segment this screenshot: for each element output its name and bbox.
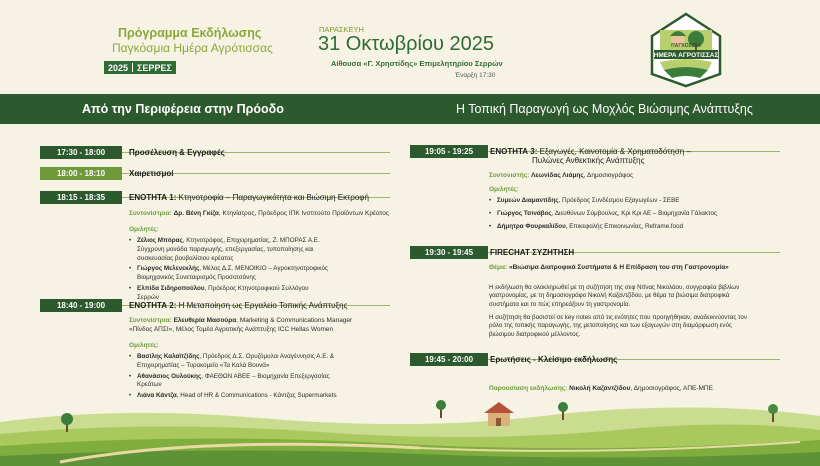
coordinator-name: Ελευθερία Μασούρα — [173, 317, 237, 324]
speaker-desc: , Επικεφαλής Επικοινωνίας, Reframe.food — [565, 222, 684, 230]
header — [0, 0, 820, 94]
speakers-label: Ομιλητές: — [129, 226, 159, 233]
speaker-desc: , Πρόεδρος Συνδέσμου Εξαγωγέων - ΣΕΒΕ — [558, 197, 680, 204]
speaker-item — [129, 237, 329, 263]
firechat-paragraph-2: Η συζήτηση θα βασιστεί σε key notes από τις ενότητες που προηγήθηκαν, αναδεικνύοντας τον ρόλο της τοπικής παραγωγής, της μεταποίησης και των εξαγωγών στη διαμόρφωση ενός βιώσιμου διατροφικού μέλλοντος. — [489, 314, 747, 338]
theme-label: Θέμα: — [489, 264, 508, 271]
coordinator-name: Λεωνίδας Λιάμης — [531, 172, 584, 179]
event-subtitle: Παγκόσμια Ημέρα Αγρότισσας — [112, 41, 273, 55]
speaker-name: Λιάνα Κάντζα — [137, 392, 177, 400]
time-slot: 17:30 - 18:00 — [40, 146, 122, 159]
time-slot: 19:30 - 19:45 — [410, 246, 488, 259]
session-title: Χαιρετισμοί — [129, 169, 174, 178]
speaker-name: Γιώργος Μελενεκλής — [137, 265, 200, 273]
speaker-name: Ζέλιος Μπόρας — [137, 237, 183, 244]
speaker-name: Ελπίδα Σιδηροπούλου — [137, 285, 205, 293]
band-right-title: Η Τοπική Παραγωγή ως Μοχλός Βιώσιμης Ανάπτυξης — [456, 102, 753, 116]
presenter-desc: , Δημοσιογράφος, ΑΠΕ-ΜΠΕ — [630, 385, 713, 392]
location-badge — [104, 61, 176, 74]
session-title: Ερωτήσεις - Κλείσιμο εκδήλωσης — [490, 355, 618, 364]
coordinator — [129, 317, 399, 335]
speaker-name: Δήμητρα Φουρκαλίδου — [497, 222, 566, 230]
firechat-theme — [489, 264, 779, 273]
logo-text: ΗΜΕΡΑ ΑΓΡΟΤΙΣΣΑΣ — [653, 52, 719, 59]
speaker-desc: , Διευθύνων Σύμβουλος, Κρι Κρι ΑΕ – Βιομηχανία Γάλακτος — [551, 209, 717, 217]
speaker-desc: , Μέλος Δ.Σ. ΜΕΝΟΙΚΙΟ – Αγροκτηνοτροφικός Βιομηχανικός Συνεταιρισμός Προσοτσάνης — [137, 265, 328, 282]
speaker-item — [129, 373, 344, 391]
landscape-illustration — [0, 392, 820, 466]
time-slot: 18:15 - 18:35 — [40, 191, 122, 204]
speakers-list — [129, 237, 329, 305]
time-slot: 19:05 - 19:25 — [410, 145, 488, 158]
event-day: ΠΑΡΑΣΚΕΥΗ — [319, 25, 364, 34]
session-title — [129, 193, 369, 202]
time-slot: 19:45 - 20:00 — [410, 353, 488, 366]
section-title: Κτηνοτροφία – Παραγωγικότητα και Βιώσιμη Εκτροφή — [178, 193, 369, 202]
event-date: 31 Οκτωβρίου 2025 — [318, 33, 495, 55]
year-label: 2025 — [108, 62, 129, 73]
speaker-item — [129, 265, 329, 283]
tree-icon — [436, 400, 446, 418]
speakers-label: Ομιλητές: — [129, 342, 159, 349]
coordinator-name: Δρ. Βένη Γκίζα — [173, 210, 219, 217]
speaker-item — [489, 197, 774, 206]
session-title — [129, 301, 347, 310]
time-slot: 18:00 - 18:10 — [40, 167, 122, 180]
coordinator-desc: , Κτηνίατρος, Πρόεδρος ΙΠΚ Ινστιτούτο Προϊόντων Κρέατος — [218, 210, 389, 217]
session-title: FIRECHAT ΣΥΖΗΤΗΣΗ — [490, 248, 575, 257]
band-left-title: Από την Περιφέρεια στην Πρόοδο — [82, 102, 284, 116]
coordinator — [129, 210, 399, 219]
time-slot: 18:40 - 19:00 — [40, 299, 122, 312]
session-title — [490, 147, 691, 156]
event-venue: Αίθουσα «Γ. Χρηστίδης» Επιμελητηρίου Σερρών — [331, 59, 503, 68]
speakers-label: Ομιλητές: — [489, 186, 519, 193]
coordinator-desc: , Δημοσιογράφος — [583, 172, 634, 179]
theme-text: «Βιώσιμα Διατροφικά Συστήματα & Η Επίδραση του στη Γαστρονομία» — [508, 264, 729, 271]
session-title: Προσέλευση & Εγγραφές — [129, 148, 225, 157]
session-title-line2: Πυλώνες Ανθεκτικής Ανάπτυξης — [532, 156, 645, 165]
speaker-desc: , Head of HR & Communications - Κάντζας Supermarkets — [176, 392, 337, 400]
speaker-name: Γιώργος Τσινάβος — [497, 209, 552, 217]
coordinator-desc: , Marketing & Communications Manager — [236, 317, 353, 324]
speaker-name: Βασίλης Καλαϊτζίδης — [137, 353, 200, 360]
section-title: Εξαγωγές, Καινοτομία & Χρηματοδότηση – — [539, 147, 691, 156]
speaker-item — [129, 353, 344, 371]
section-label: ΕΝΟΤΗΤΑ 3: — [490, 147, 538, 156]
speaker-item — [489, 223, 774, 232]
coordinator-label: Συντονίστρια: — [129, 317, 172, 324]
city-label: ΣΕΡΡΕΣ — [137, 62, 172, 73]
coordinator — [489, 172, 769, 181]
speaker-desc: , Πρόεδρος Δ.Σ. Ορυζόμυλοι Αναγέννησις Α.Ε. & Επιχειρηματίας – Τυροκομείο «Τα Καλά Βουνά» — [137, 353, 335, 369]
event-title: Πρόγραμμα Εκδήλωσης — [118, 26, 262, 40]
coordinator-label: Συντονιστής: — [489, 172, 530, 179]
event-start: Έναρξη 17:30 — [455, 72, 496, 79]
speaker-name: Συμεών Διαμαντίδης — [497, 197, 559, 204]
speakers-list — [489, 197, 774, 233]
logo-top-text: ΠΑΓΚΟΣΜΙΑ — [671, 43, 701, 49]
farmhouse-icon — [484, 402, 514, 426]
firechat-paragraph-1: Η εκδήλωση θα ολοκληρωθεί με τη συζήτηση της σεφ Ντίνας Νικολάου, συγγραφέα βιβλίων γαστρονομίας, με τη δημοσιογράφο Νικολή Καζαντζίδου, με θέμα τα βιώσιμα διατροφικά συστήματα και το πώς επηρεάζουν τη γαστρονομία. — [489, 284, 740, 308]
section-title: Η Μεταποίηση ως Εργαλείο Τοπικής Ανάπτυξης — [178, 301, 348, 310]
presenter-name: Νικολή Καζαντζίδου — [569, 385, 631, 392]
speaker-item — [489, 210, 774, 219]
coordinator-desc-2: «Πίνδος ΑΠΣΙ», Μέλος Τομέα Αγροτικής Ανάπτυξης ICC Hellas Women — [129, 325, 334, 333]
theme-band — [0, 94, 820, 124]
coordinator-label: Συντονίστρια: — [129, 210, 172, 217]
speaker-desc: , Κτηνοτρόφος, Επιχειρηματίας, Ζ. ΜΠΟΡΑΣ Α.Ε. Σύγχρονη μονάδα παραγωγής, επεξεργασίας, τυποποίησης και συσκευασίας βουβαλίσιου κρέατος — [137, 237, 320, 262]
presenter-label: Παρουσίαση εκδήλωσης: — [489, 385, 568, 392]
section-label: ΕΝΟΤΗΤΑ 1: — [129, 193, 177, 202]
speaker-desc: , ΦΑΕΘΩΝ ΑΒΕΕ – Βιομηχανία Επεξεργασίας Κρεάτων — [137, 372, 330, 389]
speaker-desc: , Πρόεδρος Κτηνοτροφικού Συλλόγου Σερρών — [137, 285, 309, 301]
section-label: ΕΝΟΤΗΤΑ 2: — [129, 301, 177, 310]
speaker-name: Αθανάσιος Ουλούκης — [137, 372, 202, 380]
event-logo — [648, 12, 724, 88]
